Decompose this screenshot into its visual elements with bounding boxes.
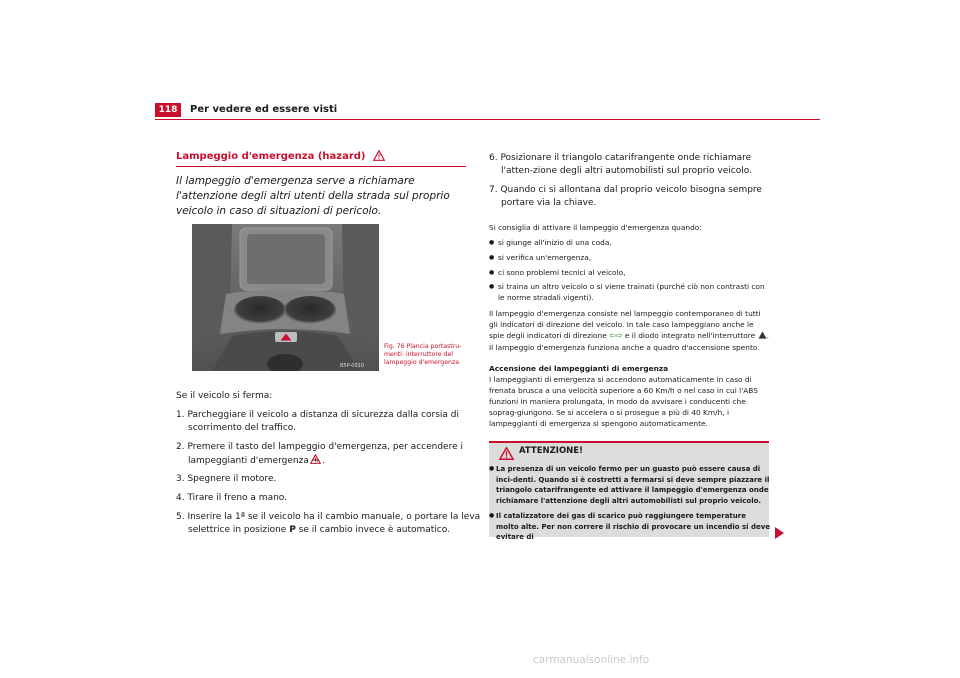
console-illustration [192,224,379,371]
step-1: 1. Parcheggiare il veicolo a distanza di sicurezza dalla corsia di scorrimento del traffico. [176,410,460,433]
section-intro: Il lampeggio d'emergenza serve a richiamare l'attenzione degli altri utenti della strada sul proprio veicolo in caso di situazioni di pericolo. [176,175,450,217]
advice-intro: Si consiglia di attivare il lampeggio d'emergenza quando: [489,223,702,232]
continue-arrow-icon [775,527,784,539]
turn-signal-arrows-icon: ⇦⇨ [609,331,623,340]
advice-bullet: ● si giunge all'inizio di una coda, [489,237,773,248]
step-5-tail: se il cambio invece è automatico. [295,525,450,535]
figure-caption: Fig. 76 Plancia portastru-menti: interruttore del lampeggio d'emergenza [384,343,462,366]
running-header: Per vedere ed essere visti [190,104,338,115]
advice-bullet: ● ci sono problemi tecnici al veicolo, [489,267,773,278]
gear-p-label: P [289,525,296,535]
advice-bullet: ● si traina un altro veicolo o si viene trainati (purché ciò non contrasti con le norme stradali vigenti). [489,281,773,303]
step-2: 2. Premere il tasto del lampeggio d'emergenza, per accendere i lampeggianti d'emergenza ⇒ . [176,442,463,466]
hazard-triangle-icon [758,331,767,342]
warning-title: ATTENZIONE! [519,446,583,456]
step-5 [176,511,488,537]
figure-code: B5P-0010 [339,363,365,369]
step-3: 3. Spegnere il motore. [176,474,277,484]
section-title [176,150,385,164]
step-5-text: 5. Inserire la 1ª se il veicolo ha il cambio manuale, o portare la leva selettrice in posizione [176,512,481,535]
warning-icon [499,445,514,464]
condition-text: Se il veicolo si ferma: [176,391,273,401]
step-2-text: 2. Premere il tasto del lampeggio d'emergenza, per accendere i lampeggianti d'emergenza ⇒ [176,442,463,466]
header-rule [155,119,820,120]
para1-part-b: e il diodo integrato nell'interruttore [624,331,756,340]
section-title-text: Lampeggio d'emergenza (hazard) [176,151,366,162]
warning-item: ● La presenza di un veicolo fermo per un guasto può essere causa di inci-denti. Quando si è costretti a fermarsi si deve sempre piazzare il triangolo catarifrangente ed attivare il lampeggio d'emergenza onde richiamare l'attenzione degli altri automobilisti sul proprio veicolo. [489,464,771,506]
paragraph-hazard-description [489,308,769,353]
paragraph-auto-hazard: I lampeggianti di emergenza si accendono automaticamente in caso di frenata brusca a una velocità superiore a 60 Km/h o nel caso in cui l'ABS funzioni in maniera prolungata, in modo da avvisare i conducenti che soprag-giungono. Se si accelera o si prosegue a più di 40 Km/h, i lampeggianti di emergenza si spengono automaticamente. [489,375,758,428]
section-rule [176,166,466,167]
warning-item: ● Il catalizzatore dei gas di scarico può raggiungere temperature molto alte. Per non correre il rischio di provocare un incendio si deve evitare di [489,511,771,543]
para1-part-a: Il lampeggio d'emergenza consiste nel lampeggio contemporaneo di tutti gli indicatori di direzione del veicolo. In tale caso lampeggiano anche le spie degli indicatori di direzione [489,309,761,340]
step-6: 6. Posizionare il triangolo catarifrangente onde richiamare l'atten-zione degli altri automobilisti sul proprio veicolo. [489,153,752,176]
warning-triangle-icon [373,150,385,164]
footer-watermark: carmanualsonline.info [533,654,650,666]
subheading-auto-hazard: Accensione dei lampeggianti di emergenza [489,364,669,373]
step-7: 7. Quando ci si allontana dal proprio veicolo bisogna sempre portare via la chiave. [489,185,762,208]
step-4: 4. Tirare il freno a mano. [176,493,287,503]
para1-part-c: . Il lampeggio d'emergenza funziona anche a quadro d'accensione spento. [489,331,769,352]
page-number: 118 [155,103,181,117]
advice-bullet: ● si verifica un'emergenza, [489,252,773,263]
center-console-photo [192,224,379,371]
